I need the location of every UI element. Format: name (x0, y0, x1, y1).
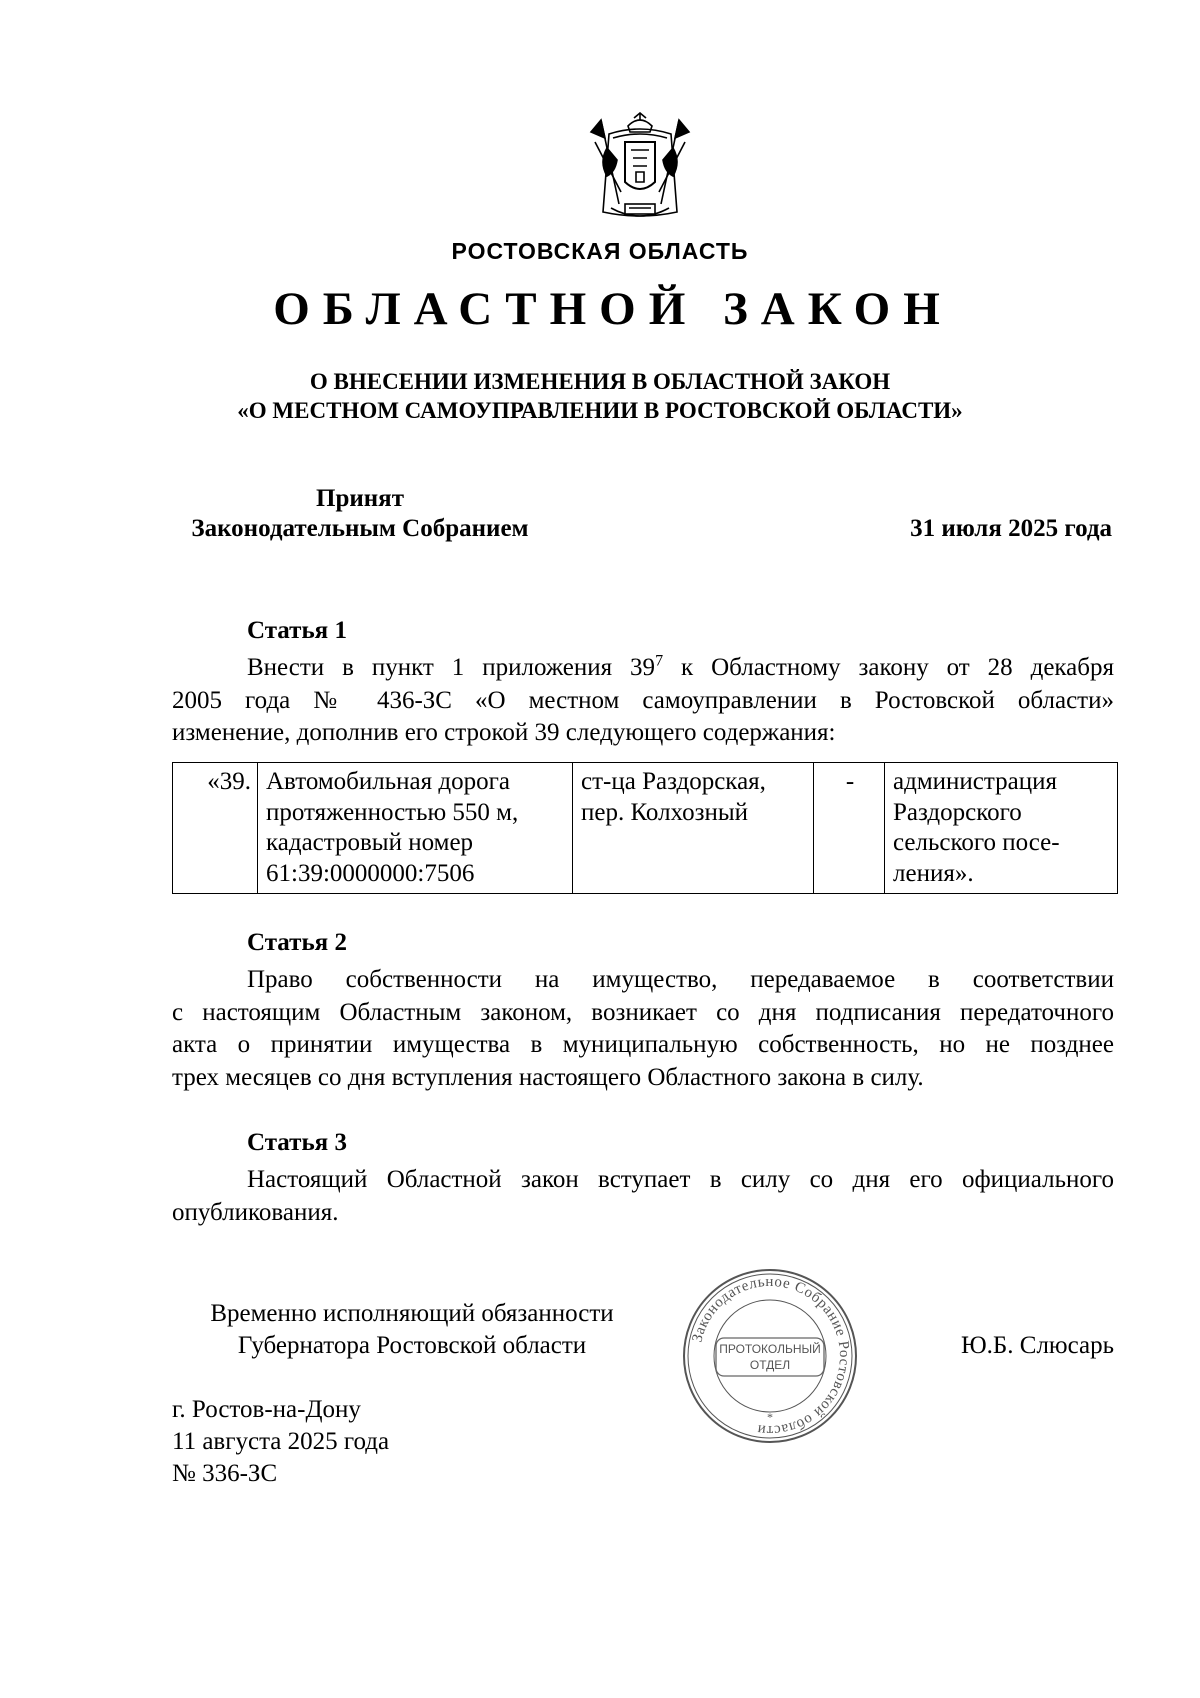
issue-details (172, 1394, 389, 1490)
subject-line-2: «О МЕСТНОМ САМОУПРАВЛЕНИИ В РОСТОВСКОЙ ОБЛАСТИ» (237, 398, 963, 423)
stamp-ring-text: Законодательное Собрание Ростовской области (689, 1273, 853, 1439)
adoption-block (120, 484, 600, 544)
table-row (173, 763, 1118, 894)
cell-object-name: Автомобильная дорога протяженностью 550 м, кадастровый номер 61:39:0000000:7506 (258, 763, 573, 894)
article-3-line-1: Настоящий Областной закон вступает в силу со дня его официального (247, 1166, 1114, 1193)
region-name: РОСТОВСКАЯ ОБЛАСТЬ (451, 238, 749, 264)
signer-name: Ю.Б. Слюсарь (960, 1332, 1114, 1359)
article-3-heading: Статья 3 (247, 1129, 347, 1156)
article-1-heading: Статья 1 (247, 617, 347, 644)
article-2-text (172, 964, 1114, 1094)
cell-address: ст-ца Раздорская, пер. Колхозный (573, 763, 814, 894)
issue-date: 11 августа 2025 года (172, 1428, 390, 1455)
article-1-line-3: изменение, дополнив его строкой 39 следующего содержания: (172, 719, 836, 746)
article-1-text (172, 652, 1114, 750)
cell-dash: - (814, 763, 885, 894)
article-2-line-3: акта о принятии имущества в муниципальную собственность, но не позднее (172, 1031, 1114, 1058)
article-1-line-2: 2005 года № 436-ЗС «О местном самоуправлении в Ростовской области» (172, 686, 1114, 714)
stamp-center-line-1: ПРОТОКОЛЬНЫЙ (719, 1342, 821, 1356)
law-subject (0, 367, 1200, 425)
signer-position: Временно исполняющий обязанности Губернатора Ростовской области (210, 1300, 614, 1359)
article-2-line-2: с настоящим Областным законом, возникает со дня подписания передаточного (172, 998, 1114, 1026)
article-2-heading: Статья 2 (247, 929, 347, 956)
law-number: № 336-ЗС (172, 1460, 278, 1487)
document-type-title: ОБЛАСТНОЙ ЗАКОН (273, 283, 953, 335)
issue-city: г. Ростов-на-Дону (172, 1396, 361, 1423)
adoption-date: 31 июля 2025 года (910, 515, 1112, 542)
cell-number: «39. (173, 763, 258, 894)
article-2-line-1: Право собственности на имущество, передаваемое в соответствии (247, 966, 1114, 993)
official-stamp (680, 1266, 860, 1446)
article-2-line-4: трех месяцев со дня вступления настоящего Областного закона в силу. (172, 1063, 924, 1091)
stamp-center-line-2: ОТДЕЛ (749, 1358, 791, 1372)
article-3-line-2: опубликования. (172, 1198, 339, 1226)
adoption-line-2: Законодательным Собранием (191, 515, 529, 542)
adoption-line-1: Принят (316, 485, 404, 512)
superscript-index: 7 (655, 652, 664, 670)
subject-line-1: О ВНЕСЕНИИ ИЗМЕНЕНИЯ В ОБЛАСТНОЙ ЗАКОН (309, 369, 891, 394)
coat-of-arms-emblem (581, 112, 699, 230)
stamp-star-icon: * (767, 1410, 773, 1424)
inserted-row-table (172, 762, 1118, 894)
article-1-line-1: Внести в пункт 1 приложения $39^7$ к Областному закону от 28 декабря (247, 652, 1114, 681)
article-3-text (172, 1164, 1114, 1229)
cell-owner: администрация Раздорского сельского посе- ления». (885, 763, 1118, 894)
